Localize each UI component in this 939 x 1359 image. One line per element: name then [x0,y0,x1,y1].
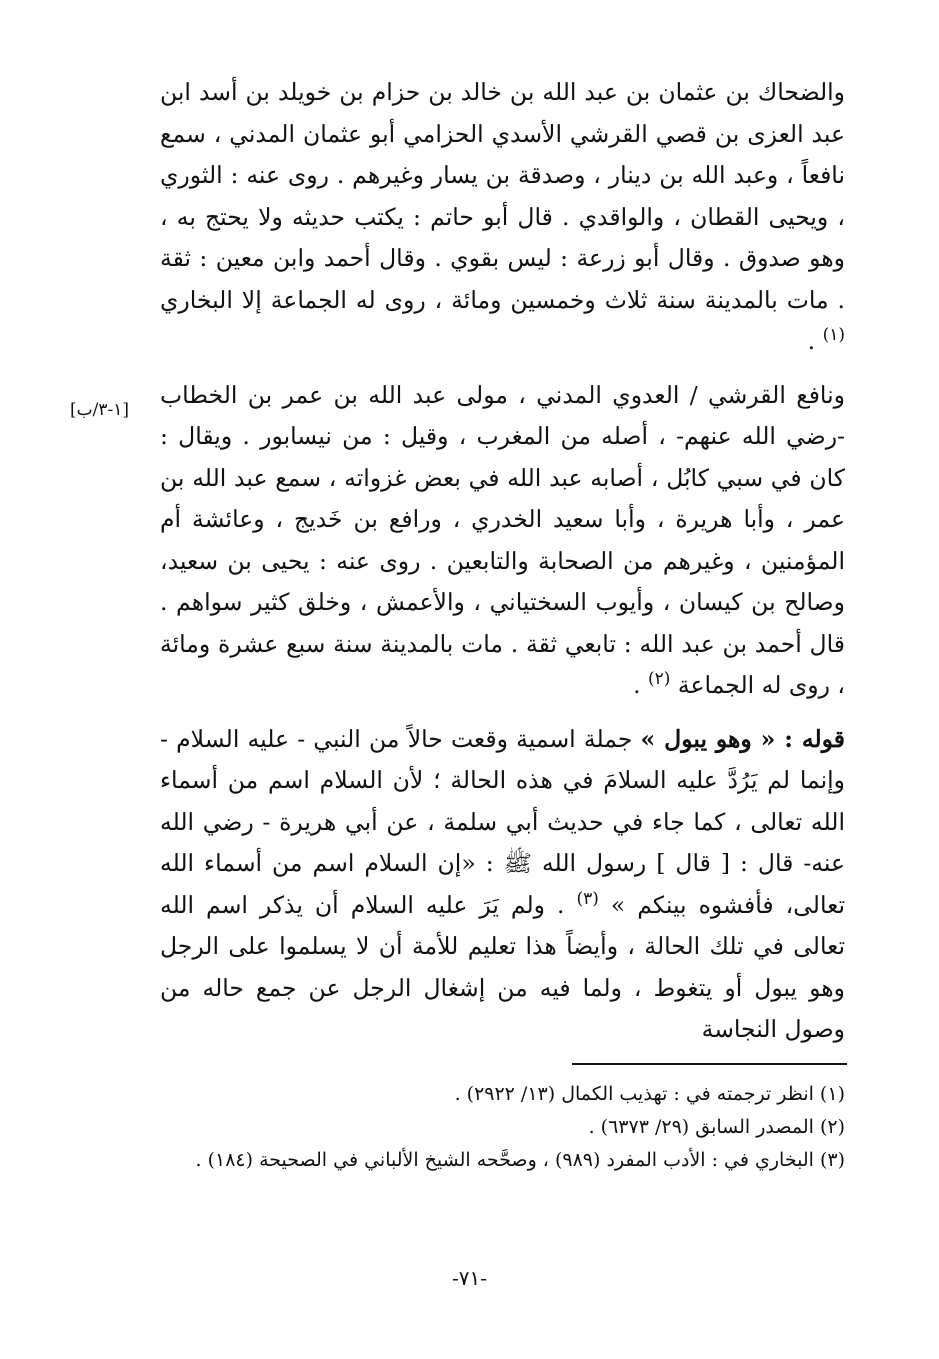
paragraph-nafi [160,375,845,707]
footnotes [160,1078,845,1177]
footnote-ref: (١) [822,325,845,346]
paragraph-tail: . ولم يَرَ عليه السلام أن يذكر اسم الله تعالى في تلك الحالة ، وأيضاً هذا تعليم للأمة أن لا يسلموا على الرجل وهو يبول أو يتغوط ، ولما فيه من إشغال الرجل عن جمع حاله من وصول النجاسة [160,890,845,1043]
paragraph-text: ونافع القرشي / العدوي المدني ، مولى عبد الله بن عمر بن الخطاب -رضي الله عنهم- ، أصله من المغرب ، وقيل : من نيسابور . ويقال : كان في سبي كابُل ، أصابه عبد الله في بعض غزواته ، سمع عبد الله بن عمر ، وأبا هريرة ، وأبا سعيد الخدري ، ورافع بن خَديج ، وعائشة أم المؤمنين ، وغيرهم من الصحابة والتابعين . روى عنه : يحيى بن سعيد، وصالح بن كيسان ، وأيوب السختياني ، والأعمش ، وخلق كثير سواهم . قال أحمد بن عبد الله : تابعي ثقة . مات بالمدينة سنة سبع عشرة ومائة ، روى له الجماعة [160,380,845,699]
footnote-ref: (٣) [576,888,599,909]
footnote-3: (٣) البخاري في : الأدب المفرد (٩٨٩) ، وصحَّحه الشيخ الألباني في الصحيحة (١٨٤) . [195,1149,845,1171]
paragraph-dahhak [160,72,845,363]
footnote-ref: (٢) [648,669,671,690]
footnote-2: (٢) المصدر السابق (٢٩/ ٦٣٧٣) . [588,1116,845,1138]
paragraph-tail: . [633,671,649,699]
paragraph-tail: . [807,327,823,355]
paragraph-text: جملة اسمية وقعت حالاً من النبي - عليه السلام - وإنما لم يَرُدَّ عليه السلامَ في هذه الحالة ؛ لأن السلام اسم من أسماء الله تعالى ، كما جاء في حديث أبي سلمة ، عن أبي هريرة - رضي الله عنه- قال : [ قال ] رسول الله ﷺ : «إن السلام اسم من أسماء الله تعالى، فأفشوه بينكم » [160,724,845,919]
footnote-separator [572,1063,847,1065]
page-number: -٧١- [451,1266,487,1290]
footnote-1: (١) انظر ترجمته في : تهذيب الكمال (١٣/ ٢٩٢٢) . [454,1083,845,1105]
paragraph-lead: قوله : « وهو يبول » [640,724,845,753]
paragraph-commentary [160,719,845,1051]
manuscript-folio-ref: [١-٣/ب] [70,400,130,420]
paragraph-text: والضحاك بن عثمان بن عبد الله بن خالد بن حزام بن خويلد بن أسد ابن عبد العزى بن قصي القرشي الأسدي الحزامي أبو عثمان المدني ، سمع نافعاً ، وعبد الله بن دينار ، وصدقة بن يسار وغيرهم . روى عنه : الثوري ، ويحيى القطان ، والواقدي . قال أبو حاتم : يكتب حديثه ولا يحتج به ، وهو صدوق . وقال أبو زرعة : ليس بقوي . وقال أحمد وابن معين : ثقة . مات بالمدينة سنة ثلاث وخمسين ومائة ، روى له الجماعة إلا البخاري [160,78,845,314]
body-text [160,72,845,1051]
